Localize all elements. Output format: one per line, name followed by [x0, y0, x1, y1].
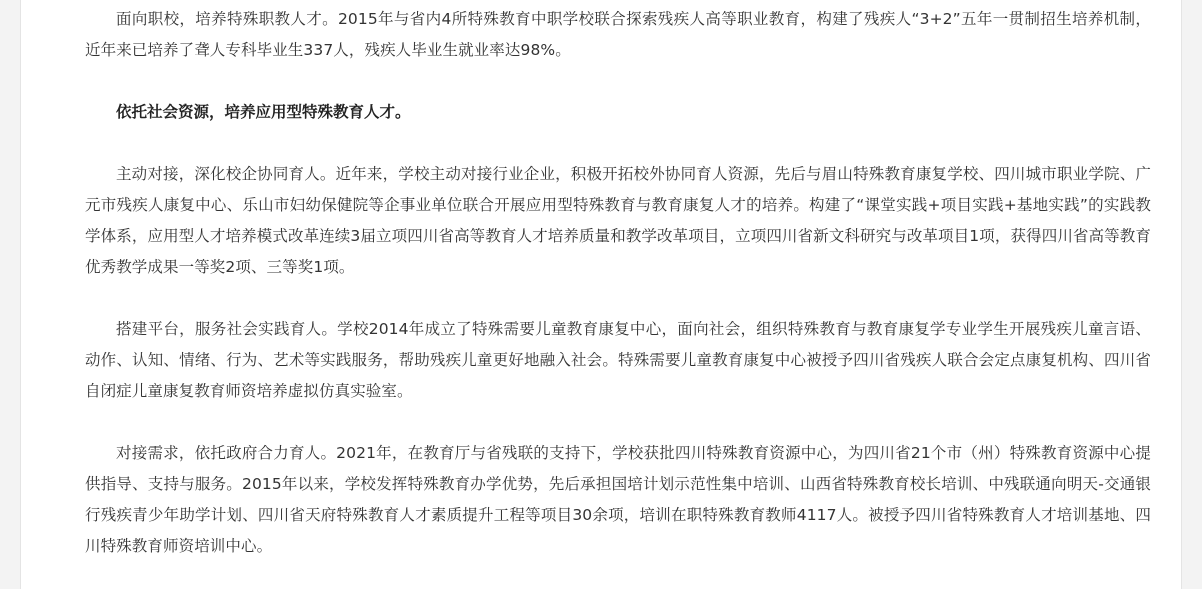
paragraph-spacer [85, 283, 1151, 314]
article-panel [20, 0, 1182, 589]
paragraph-vocational-schools: 面向职校，培养特殊职教人才。2015年与省内4所特殊教育中职学校联合探索残疾人高等职业教育，构建了残疾人“3+2”五年一贯制招生培养机制，近年来已培养了聋人专科毕业生337人，残疾人毕业生就业率达98%。 [85, 10, 1151, 59]
paragraph-spacer [85, 407, 1151, 438]
paragraph-spacer [85, 66, 1151, 97]
section-heading-social-resources: 依托社会资源，培养应用型特殊教育人才。 [116, 103, 411, 121]
paragraph-platform-service: 搭建平台，服务社会实践育人。学校2014年成立了特殊需要儿童教育康复中心，面向社会，组织特殊教育与教育康复学专业学生开展残疾儿童言语、动作、认知、情绪、行为、艺术等实践服务，帮助残疾儿童更好地融入社会。特殊需要儿童教育康复中心被授予四川省残疾人联合会定点康复机构、四川省自闭症儿童康复教育师资培养虚拟仿真实验室。 [85, 320, 1151, 400]
paragraph-spacer [85, 128, 1151, 159]
article-body [85, 4, 1151, 562]
paragraph-government-cooperation: 对接需求，依托政府合力育人。2021年，在教育厅与省残联的支持下，学校获批四川特殊教育资源中心，为四川省21个市（州）特殊教育资源中心提供指导、支持与服务。2015年以来，学校发挥特殊教育办学优势，先后承担国培计划示范性集中培训、山西省特殊教育校长培训、中残联通向明天-交通银行残疾青少年助学计划、四川省天府特殊教育人才素质提升工程等项目30余项，培训在职特殊教育教师4117人。被授予四川省特殊教育人才培训基地、四川特殊教育师资培训中心。 [85, 444, 1151, 555]
paragraph-school-enterprise: 主动对接，深化校企协同育人。近年来，学校主动对接行业企业，积极开拓校外协同育人资源，先后与眉山特殊教育康复学校、四川城市职业学院、广元市残疾人康复中心、乐山市妇幼保健院等企事业单位联合开展应用型特殊教育与教育康复人才的培养。构建了“课堂实践+项目实践+基地实践”的实践教学体系，应用型人才培养模式改革连续3届立项四川省高等教育人才培养质量和教学改革项目，立项四川省新文科研究与改革项目1项，获得四川省高等教育优秀教学成果一等奖2项、三等奖1项。 [85, 165, 1151, 276]
